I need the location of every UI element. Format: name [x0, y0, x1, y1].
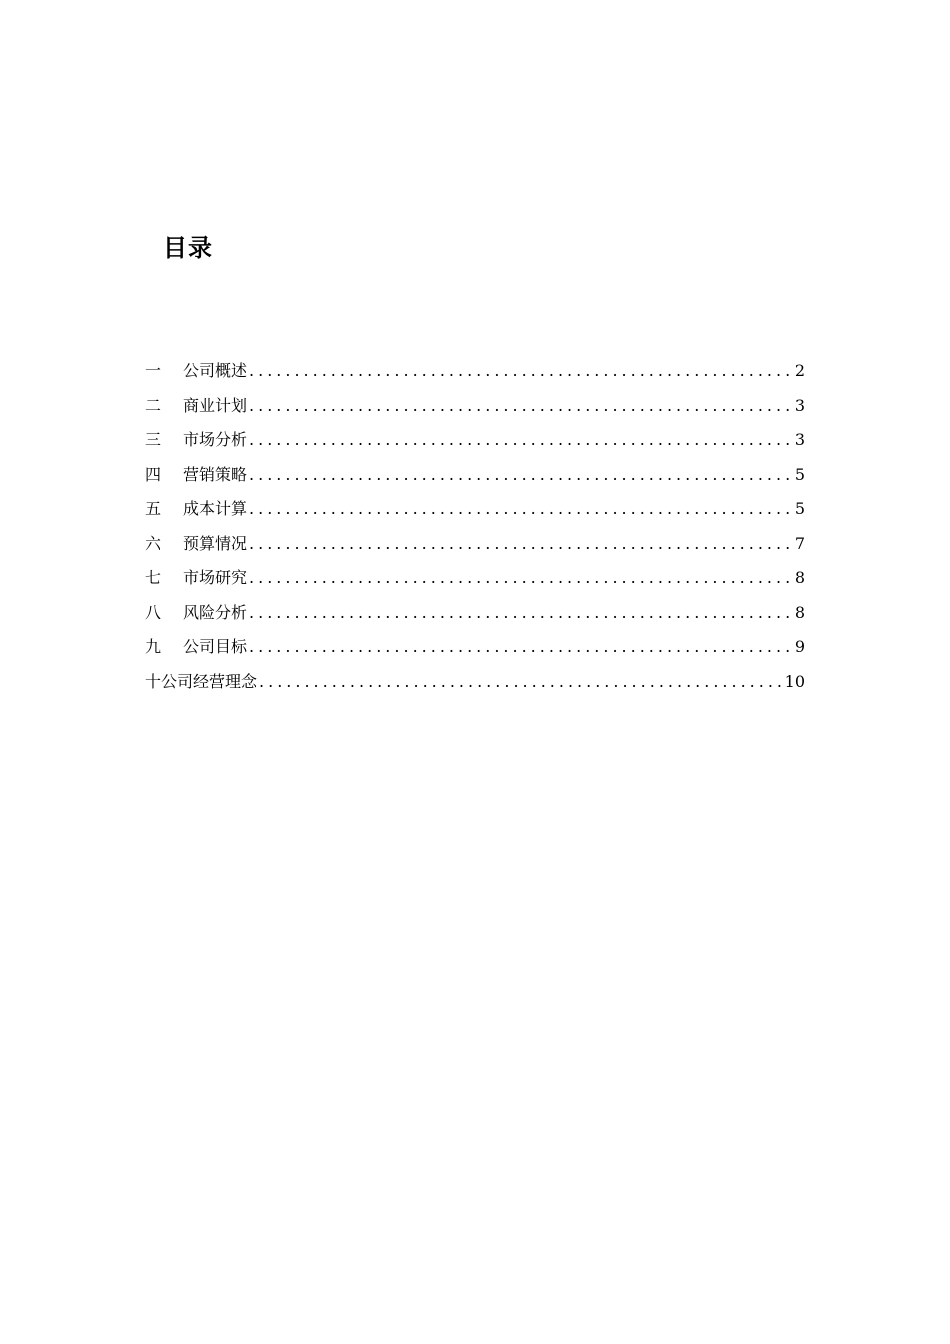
- toc-entry[interactable]: [145, 426, 805, 461]
- toc-entry-page: 10: [784, 671, 805, 691]
- toc-dot-leader: [249, 461, 791, 489]
- toc-entry-page: 3: [794, 430, 805, 449]
- toc-entry-text: 公司概述: [183, 361, 248, 380]
- toc-entry-text: 公司经营理念: [161, 671, 258, 691]
- toc-entry[interactable]: [145, 357, 805, 392]
- toc-dot-leader: [259, 668, 781, 696]
- toc-entry-number: 一: [145, 361, 162, 380]
- toc-entry[interactable]: [145, 495, 805, 530]
- toc-entry-text: 预算情况: [183, 533, 248, 553]
- toc-entry-page: 8: [794, 568, 805, 587]
- toc-entry-page: 3: [794, 395, 805, 415]
- toc-entry-text: 市场研究: [183, 568, 248, 587]
- toc-entry[interactable]: [145, 461, 805, 496]
- toc-dot-leader: [249, 564, 791, 592]
- toc-entry-number: 五: [145, 499, 162, 518]
- toc-dot-leader: [249, 599, 791, 627]
- toc-entry-number: 二: [145, 395, 162, 415]
- toc-entry-text: 商业计划: [183, 395, 248, 415]
- toc-dot-leader: [249, 392, 791, 420]
- toc-entry-number: 七: [145, 568, 162, 587]
- toc-entry-number: 十: [145, 671, 162, 691]
- toc-entry-page: 2: [794, 361, 805, 380]
- toc-entry-text: 营销策略: [183, 464, 248, 484]
- toc-entry-page: 7: [794, 533, 805, 553]
- toc-entry[interactable]: [145, 668, 805, 703]
- toc-entry-text: 风险分析: [183, 602, 248, 622]
- toc-entry-page: 5: [794, 499, 805, 518]
- toc-entry[interactable]: [145, 564, 805, 599]
- toc-entry-page: 8: [794, 602, 805, 622]
- toc-entry[interactable]: [145, 392, 805, 427]
- toc-dot-leader: [249, 495, 791, 523]
- toc-entry[interactable]: [145, 530, 805, 565]
- toc-dot-leader: [249, 633, 791, 661]
- toc-entry-page: 9: [794, 637, 805, 656]
- toc-entry[interactable]: [145, 599, 805, 634]
- toc-entry-text: 市场分析: [183, 430, 248, 449]
- toc-entry-number: 四: [145, 464, 162, 484]
- toc-entry-text: 成本计算: [183, 499, 248, 518]
- toc-list: [145, 357, 805, 702]
- toc-entry-number: 八: [145, 602, 162, 622]
- toc-entry-number: 三: [145, 430, 162, 449]
- toc-entry[interactable]: [145, 633, 805, 668]
- toc-dot-leader: [249, 530, 791, 558]
- toc-entry-number: 九: [145, 637, 162, 656]
- toc-dot-leader: [249, 357, 791, 385]
- toc-entry-number: 六: [145, 533, 162, 553]
- toc-entry-page: 5: [794, 464, 805, 484]
- toc-title: 目录: [163, 234, 213, 262]
- toc-entry-text: 公司目标: [183, 637, 248, 656]
- toc-dot-leader: [249, 426, 791, 454]
